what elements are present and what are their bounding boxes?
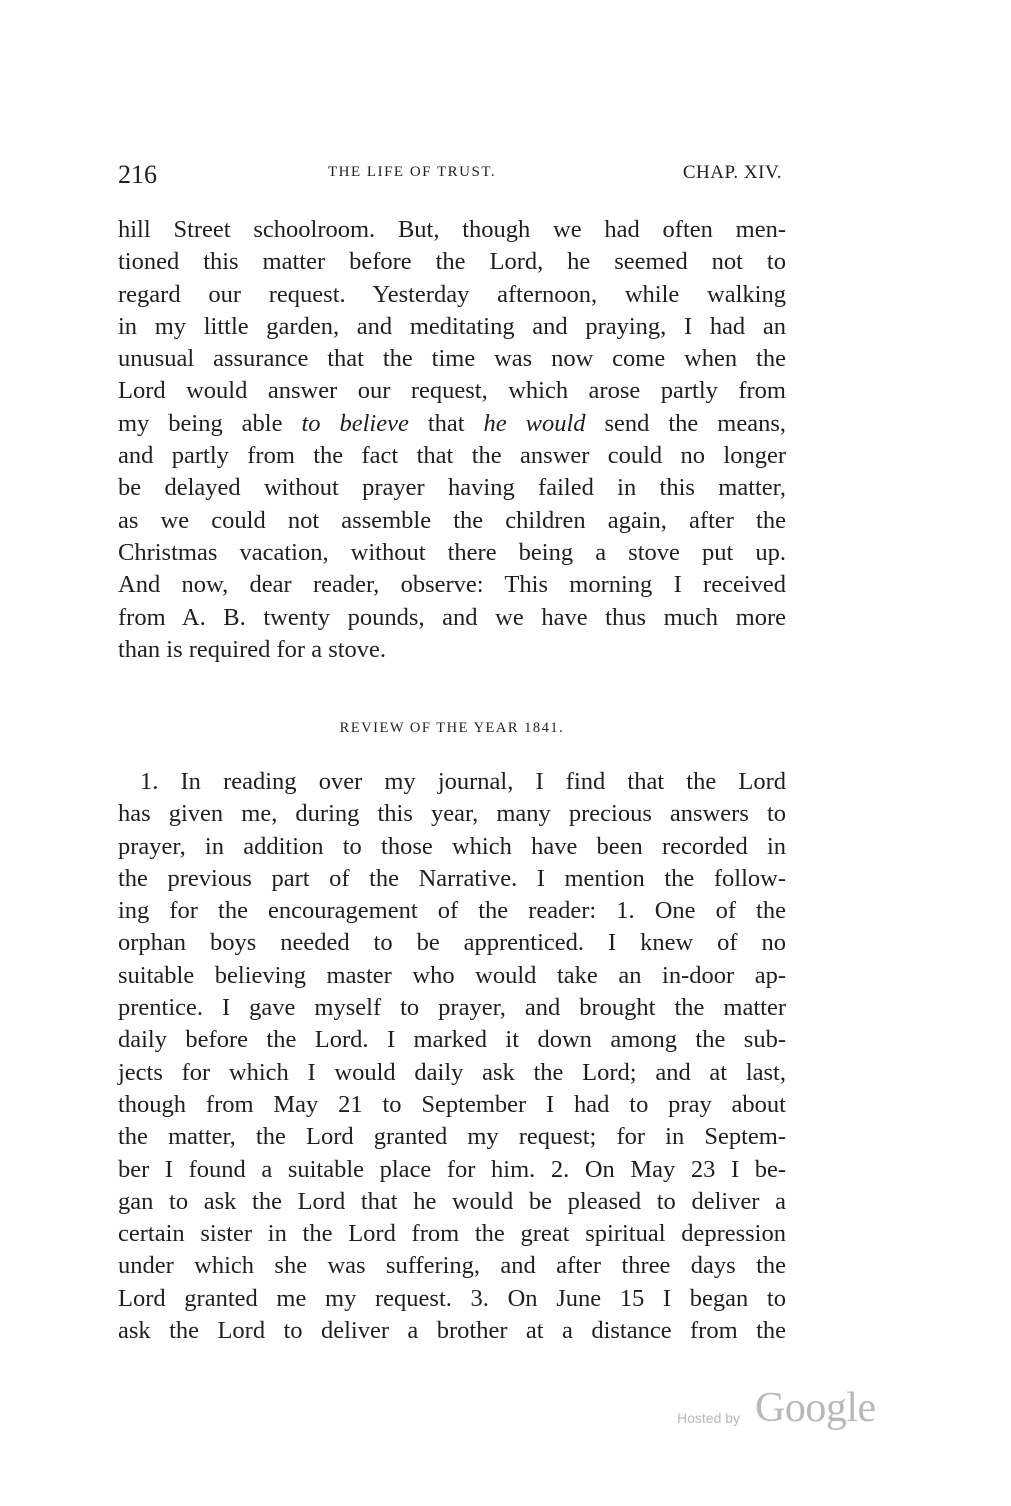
text-line: And now, dear reader, observe: This morning I received bbox=[118, 571, 786, 599]
text-line: suitable believing master who would take an in-door ap- bbox=[118, 961, 786, 989]
hosted-by-google-watermark bbox=[677, 1385, 882, 1438]
text-segment: my being able bbox=[118, 409, 283, 437]
italic-phrase: to believe bbox=[301, 409, 409, 437]
italic-phrase: he would bbox=[483, 409, 586, 437]
text-line: prentice. I gave myself to prayer, and brought the matter bbox=[118, 994, 786, 1022]
running-head bbox=[118, 160, 782, 190]
text-line: than is required for a stove. bbox=[118, 635, 387, 663]
page-number: 216 bbox=[118, 160, 157, 189]
paragraph-continued bbox=[118, 214, 786, 666]
watermark-prefix: Hosted by bbox=[677, 1410, 741, 1426]
text-line: jects for which I would daily ask the Lord; and at last, bbox=[118, 1058, 786, 1086]
text-line: certain sister in the Lord from the great spiritual depression bbox=[118, 1220, 786, 1248]
text-line: ing for the encouragement of the reader: 1. One of the bbox=[118, 897, 786, 925]
text-line: ber I found a suitable place for him. 2. On May 23 I be- bbox=[118, 1155, 786, 1183]
text-line: orphan boys needed to be apprenticed. I knew of no bbox=[118, 929, 786, 957]
text-line: Christmas vacation, without there being a stove put up. bbox=[118, 538, 786, 566]
running-title: THE LIFE OF TRUST. bbox=[328, 164, 497, 180]
text-line: has given me, during this year, many precious answers to bbox=[118, 800, 786, 828]
text-line: Lord would answer our request, which arose partly from bbox=[118, 377, 786, 405]
text-line: be delayed without prayer having failed in this matter, bbox=[118, 474, 786, 502]
text-segment: that bbox=[427, 409, 465, 437]
google-logo: Google bbox=[755, 1385, 876, 1431]
text-line: the previous part of the Narrative. I mention the follow- bbox=[118, 864, 786, 892]
chapter-label: CHAP. XIV. bbox=[682, 162, 782, 183]
text-line-with-italics bbox=[118, 408, 786, 440]
text-line: as we could not assemble the children again, after the bbox=[118, 506, 786, 534]
text-line: though from May 21 to September I had to pray about bbox=[118, 1090, 786, 1118]
text-segment: send the means, bbox=[604, 409, 786, 437]
text-line: the matter, the Lord granted my request; for in Septem- bbox=[118, 1123, 786, 1151]
text-line: unusual assurance that the time was now come when the bbox=[118, 345, 786, 373]
text-line: prayer, in addition to those which have been recorded in bbox=[118, 832, 786, 860]
text-line: 1. In reading over my journal, I find that the Lord bbox=[140, 768, 786, 795]
text-line: and partly from the fact that the answer could no longer bbox=[118, 442, 786, 470]
text-line: tioned this matter before the Lord, he seemed not to bbox=[118, 248, 786, 276]
text-line: from A. B. twenty pounds, and we have thus much more bbox=[118, 603, 786, 631]
text-line: in my little garden, and meditating and praying, I had an bbox=[118, 312, 786, 340]
text-line: daily before the Lord. I marked it down among the sub- bbox=[118, 1026, 786, 1054]
text-line: under which she was suffering, and after three days the bbox=[118, 1252, 786, 1280]
text-line: hill Street schoolroom. But, though we had often men- bbox=[118, 216, 786, 243]
text-line: gan to ask the Lord that he would be pleased to deliver a bbox=[118, 1187, 786, 1215]
text-line: Lord granted me my request. 3. On June 15 I began to bbox=[118, 1284, 786, 1312]
paragraph-review bbox=[118, 766, 786, 1347]
text-line: ask the Lord to deliver a brother at a distance from the bbox=[118, 1317, 786, 1345]
section-heading: REVIEW OF THE YEAR 1841. bbox=[339, 720, 565, 736]
text-line: regard our request. Yesterday afternoon, while walking bbox=[118, 280, 786, 308]
